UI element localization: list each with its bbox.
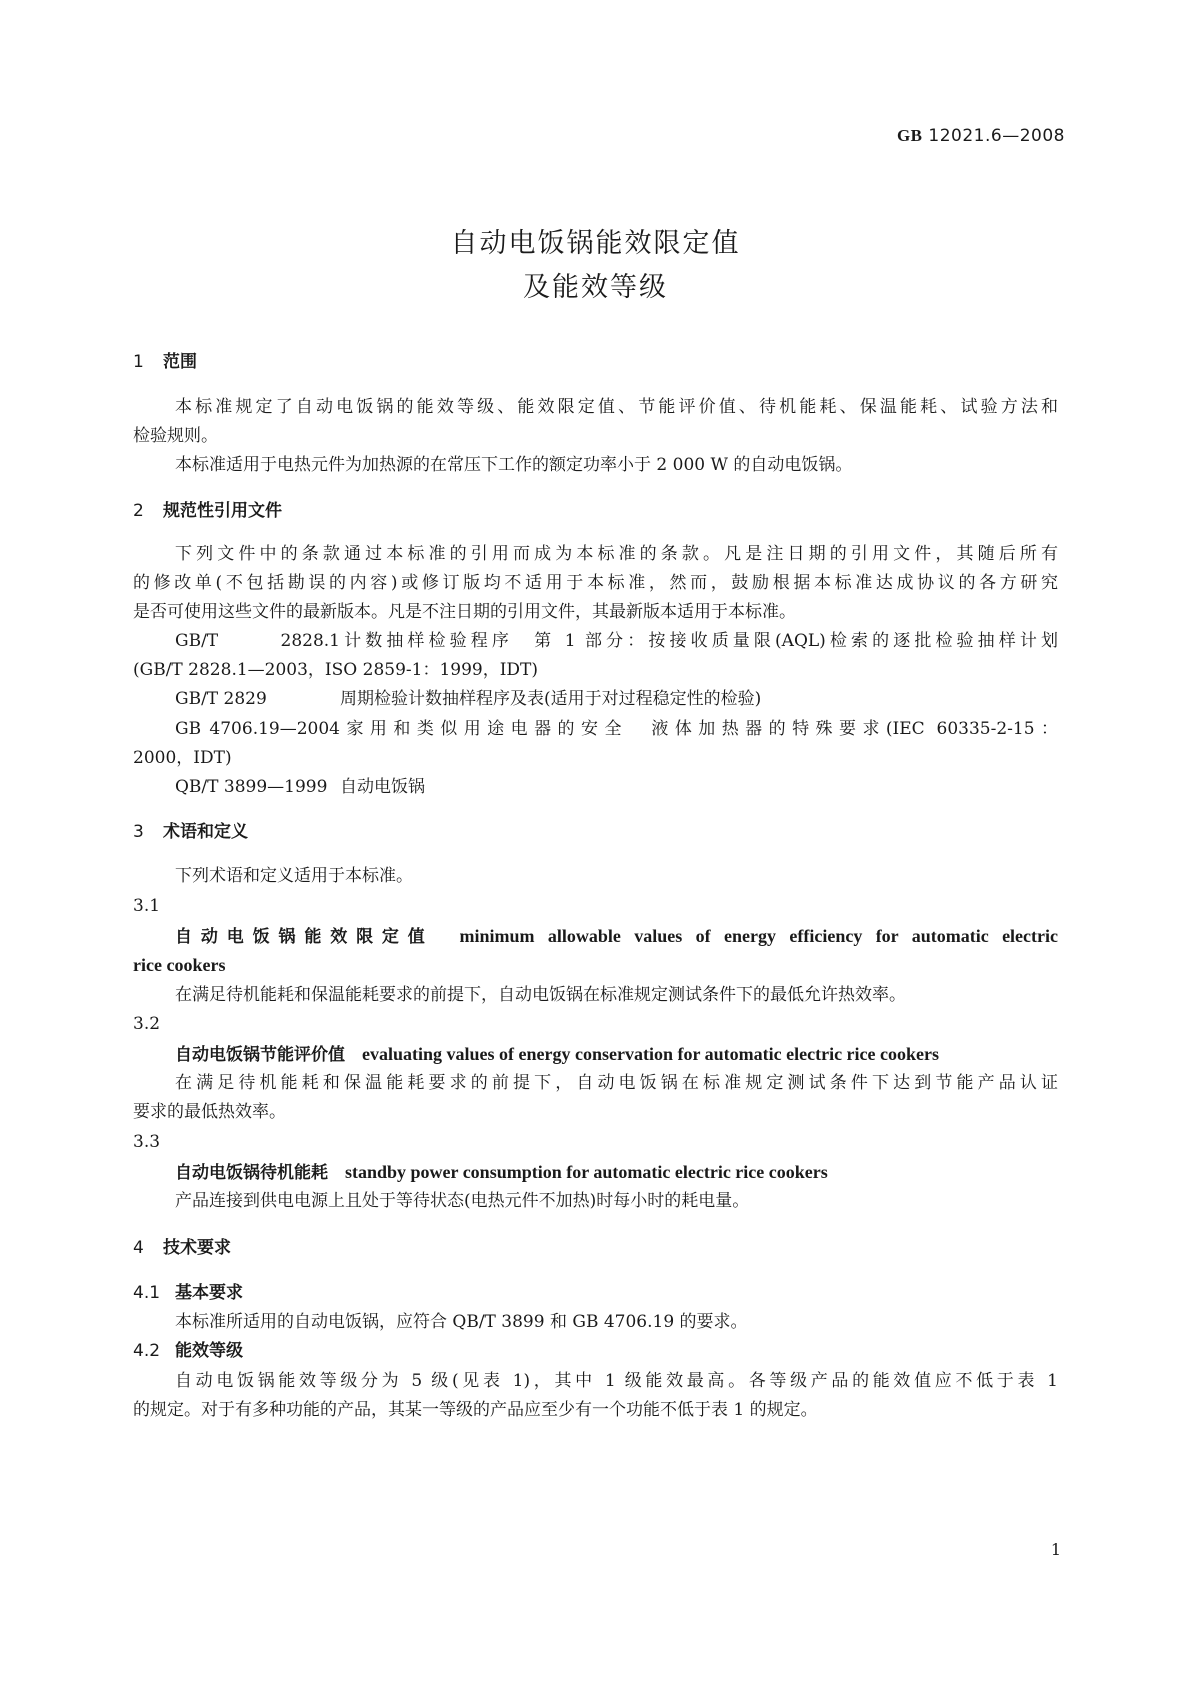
term-definition: 在满足待机能耗和保温能耗要求的前提下，自动电饭锅在标准规定测试条件下的最低允许热效率。 [175, 985, 906, 1005]
reference-code: GB 4706.19—2004 [175, 719, 340, 739]
reference-continuation: 2000，IDT) [133, 748, 232, 768]
reference-continuation: (GB/T 2828.1—2003，ISO 2859-1：1999，IDT) [133, 660, 539, 680]
section-number: 3 [133, 822, 144, 842]
term-english: evaluating values of energy conservation for automatic electric rice cookers [362, 1044, 940, 1064]
standard-code: 12021.6—2008 [928, 126, 1065, 146]
paragraph-line: 检验规则。 [133, 426, 218, 446]
section-number: 1 [133, 352, 144, 372]
title-line-2: 及能效等级 [523, 272, 668, 303]
section-3-heading [133, 819, 1058, 845]
reference-title: 周期检验计数抽样程序及表(适用于对过程稳定性的检验) [340, 689, 762, 709]
term-definition: 在满足待机能耗和保温能耗要求的前提下，自动电饭锅在标准规定测试条件下达到节能产品认证 [175, 1073, 1058, 1093]
term-chinese: 自动电饭锅能效限定值 [175, 927, 434, 947]
subsection-number: 4.1 [133, 1283, 161, 1303]
term-english: minimum allowable values of energy efficiency for automatic electric [459, 926, 1059, 946]
subsection-4-2-heading [133, 1338, 1058, 1364]
paragraph-line: 自动电饭锅能效等级分为 5 级(见表 1)，其中 1 级能效最高。各等级产品的能效值应不低于表 1 [175, 1371, 1058, 1391]
term-number: 3.1 [133, 896, 161, 916]
reference-code: GB/T 2828.1 [175, 631, 340, 651]
page-number: 1 [1050, 1540, 1061, 1559]
paragraph-line: 本标准所适用的自动电饭锅，应符合 QB/T 3899 和 GB 4706.19 的要求。 [175, 1312, 748, 1332]
reference-title: 家用和类似用途电器的安全 液体加热器的特殊要求(IEC 60335-2-15： [340, 719, 1058, 739]
standard-prefix: GB [896, 126, 923, 145]
section-title: 术语和定义 [163, 822, 248, 842]
term-english-continuation: rice cookers [133, 955, 226, 975]
reference-title: 自动电饭锅 [340, 777, 425, 797]
reference-entry [175, 716, 1058, 742]
term-heading [175, 1159, 1058, 1186]
section-number: 4 [133, 1238, 144, 1258]
term-chinese: 自动电饭锅待机能耗 [175, 1163, 328, 1183]
document-title [0, 222, 1191, 310]
paragraph-line: 本标准适用于电热元件为加热源的在常压下工作的额定功率小于 2 000 W 的自动电饭锅。 [175, 455, 853, 475]
paragraph-line: 下列术语和定义适用于本标准。 [175, 866, 413, 886]
title-line-1: 自动电饭锅能效限定值 [450, 228, 741, 259]
section-title: 技术要求 [163, 1238, 231, 1258]
reference-entry [175, 686, 1058, 712]
standard-number [897, 126, 1065, 146]
section-1-heading [133, 349, 1058, 375]
paragraph-line: 本标准规定了自动电饭锅的能效等级、能效限定值、节能评价值、待机能耗、保温能耗、试验方法和 [175, 397, 1058, 417]
section-4-heading [133, 1235, 1058, 1261]
term-number: 3.2 [133, 1014, 161, 1034]
section-title: 范围 [163, 352, 197, 372]
subsection-title: 基本要求 [175, 1283, 243, 1303]
term-heading [175, 923, 1058, 950]
reference-code: QB/T 3899—1999 [175, 777, 328, 797]
paragraph-line: 的规定。对于有多种功能的产品，其某一等级的产品应至少有一个功能不低于表 1 的规定。 [133, 1400, 818, 1420]
section-number: 2 [133, 501, 144, 521]
term-chinese: 自动电饭锅节能评价值 [175, 1045, 345, 1065]
term-english: standby power consumption for automatic electric rice cookers [345, 1162, 828, 1182]
subsection-number: 4.2 [133, 1341, 161, 1361]
term-number: 3.3 [133, 1132, 161, 1152]
term-heading [175, 1041, 1058, 1068]
section-title: 规范性引用文件 [163, 501, 282, 521]
reference-code: GB/T 2829 [175, 689, 267, 709]
paragraph-line: 的修改单(不包括勘误的内容)或修订版均不适用于本标准，然而，鼓励根据本标准达成协议的各方研究 [133, 573, 1058, 593]
subsection-title: 能效等级 [175, 1341, 243, 1361]
subsection-4-1-heading [133, 1280, 1058, 1306]
term-definition-continuation: 要求的最低热效率。 [133, 1102, 286, 1122]
paragraph-line: 是否可使用这些文件的最新版本。凡是不注日期的引用文件，其最新版本适用于本标准。 [133, 602, 796, 622]
section-2-heading [133, 498, 1058, 524]
paragraph-line: 下列文件中的条款通过本标准的引用而成为本标准的条款。凡是注日期的引用文件，其随后所有 [175, 544, 1058, 564]
term-definition: 产品连接到供电电源上且处于等待状态(电热元件不加热)时每小时的耗电量。 [175, 1191, 750, 1211]
reference-entry [175, 628, 1058, 654]
reference-title: 计数抽样检验程序 第 1 部分：按接收质量限(AQL)检索的逐批检验抽样计划 [340, 631, 1058, 651]
reference-entry [175, 774, 1058, 800]
